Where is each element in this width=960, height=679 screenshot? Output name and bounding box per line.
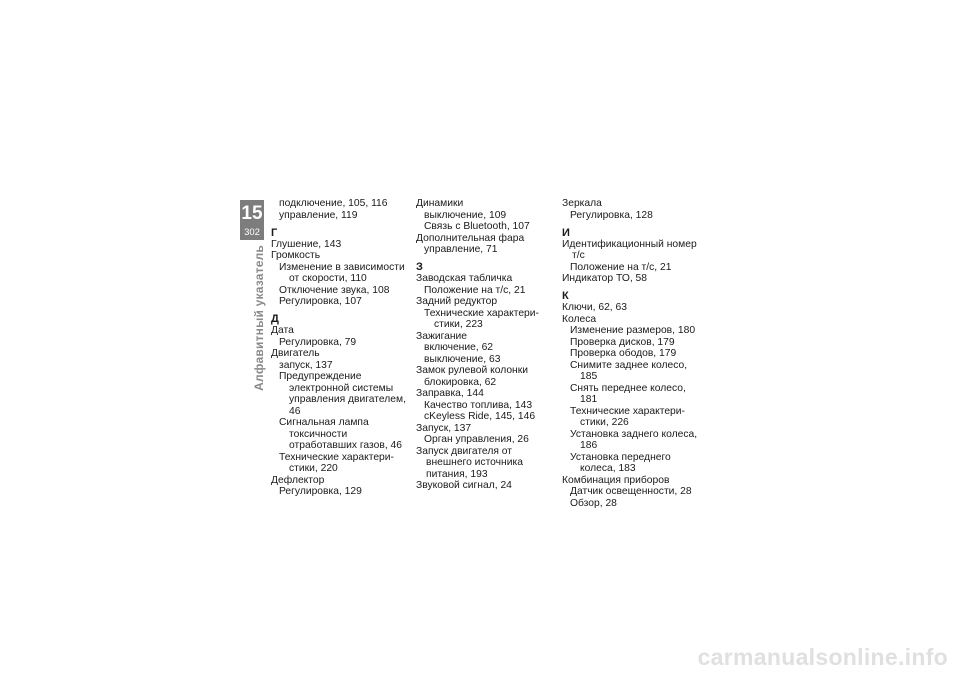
index-entry: сKeyless Ride, 145, 146	[424, 411, 536, 422]
index-entry: подключение, 105, 116	[279, 198, 388, 209]
side-title: Алфавитный указатель	[252, 245, 266, 391]
index-entry: Динамики	[416, 198, 464, 209]
index-entry: выключение, 63	[424, 353, 501, 365]
index-entry: Регулировка, 129	[279, 486, 362, 497]
index-entry: Заводская табличка	[416, 273, 513, 284]
index-entry: Задний редуктор	[416, 296, 498, 307]
index-entry: Предупреждение электронной системы управления двигателем, 46	[279, 371, 406, 417]
index-entry: Запуск, 137	[416, 422, 472, 434]
index-letter-heading: Д	[271, 313, 279, 325]
index-entry: Запуск двигателя от внешнего источника питания, 193	[416, 445, 523, 480]
index-entry: запуск, 137	[279, 359, 333, 371]
index-entry: Дефлектор	[271, 474, 325, 486]
index-entry: Колеса	[562, 313, 597, 325]
index-column-3	[562, 198, 702, 509]
index-entry: Установка заднего колеса, 186	[570, 428, 698, 451]
index-entry: Установка переднего колеса, 183	[570, 451, 671, 474]
index-entry: Зеркала	[562, 198, 602, 209]
index-entry: Индикатор ТО, 58	[562, 273, 648, 284]
index-entry: Глушение, 143	[271, 238, 342, 250]
index-entry: выключение, 109	[424, 209, 507, 221]
index-entry: Проверка дисков, 179	[570, 336, 675, 348]
index-letter-heading: Г	[271, 226, 278, 239]
index-letter-heading: К	[562, 290, 569, 302]
index-entry: управление, 71	[424, 244, 498, 255]
index-entry: Обзор, 28	[570, 497, 617, 509]
index-entry: Идентификационный номер т/с	[562, 238, 697, 261]
index-entry: блокировка, 62	[424, 376, 497, 388]
index-entry: Звуковой сигнал, 24	[416, 480, 512, 491]
index-letter-heading: З	[416, 261, 423, 273]
index-entry: Сигнальная лампа токсичности отработавших газов, 46	[279, 417, 403, 451]
index-entry: Качество топлива, 143	[424, 399, 533, 411]
index-entry: Изменение размеров, 180	[570, 325, 696, 336]
index-entry: Датчик освещенности, 28	[570, 486, 692, 497]
index-entry: Технические характери-стики, 226	[570, 405, 685, 428]
index-entry: Дата	[271, 325, 294, 336]
chapter-badge	[240, 200, 264, 240]
index-entry: Регулировка, 107	[279, 296, 362, 307]
index-column-1	[271, 198, 411, 498]
index-entry: Двигатель	[271, 348, 320, 359]
index-entry: включение, 62	[424, 342, 494, 353]
index-entry: Орган управления, 26	[424, 434, 529, 445]
index-entry: Громкость	[271, 250, 321, 261]
index-column-2	[416, 198, 556, 492]
index-entry: Отключение звука, 108	[279, 284, 390, 296]
index-entry: Снять переднее колесо, 181	[570, 382, 686, 405]
watermark: carmanualsonline.info	[697, 644, 948, 670]
index-entry: Регулировка, 128	[570, 209, 653, 221]
index-entry: Проверка ободов, 179	[570, 348, 677, 359]
index-entry: Замок рулевой колонки	[416, 365, 528, 376]
page-number: 302	[244, 227, 260, 238]
index-entry: управление, 119	[279, 209, 358, 221]
index-entry: Дополнительная фара	[416, 232, 525, 244]
index-entry: Комбинация приборов	[562, 474, 670, 486]
index-entry: Изменение в зависимости от скорости, 110	[279, 261, 405, 284]
index-entry: Снимите заднее колесо, 185	[570, 359, 688, 382]
index-entry: Технические характери-стики, 223	[424, 307, 539, 330]
index-entry: Ключи, 62, 63	[562, 302, 627, 313]
index-entry: Регулировка, 79	[279, 336, 357, 348]
index-letter-heading: И	[562, 226, 570, 239]
index-entry: Заправка, 144	[416, 388, 484, 399]
index-entry: Положение на т/с, 21	[570, 261, 672, 273]
index-entry: Технические характери-стики, 220	[279, 451, 394, 474]
chapter-number: 15	[241, 203, 263, 224]
index-entry: Связь с Bluetooth, 107	[424, 221, 530, 232]
index-entry: Положение на т/с, 21	[424, 284, 526, 296]
index-entry: Зажигание	[416, 330, 468, 342]
